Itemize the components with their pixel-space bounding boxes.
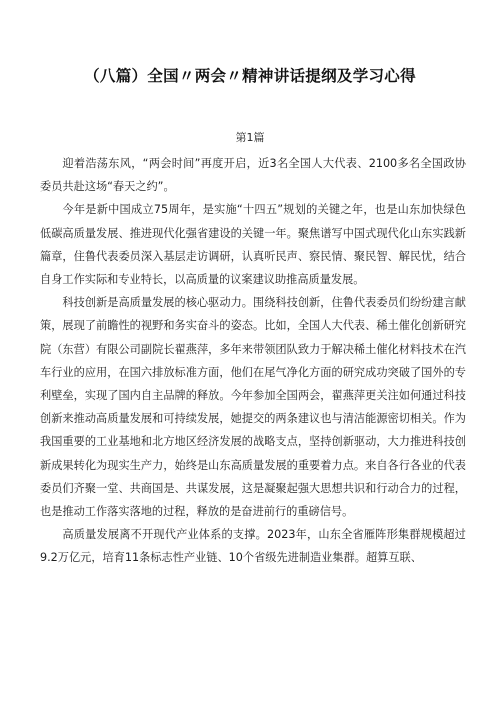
document-title: （八篇）全国〃两会〃精神讲话提纲及学习心得 (84, 67, 416, 85)
document-body (40, 152, 466, 570)
section-heading: 第1篇 (235, 131, 265, 144)
paragraph-1: 迎着浩荡东风，“两会时间”再度开启，近3名全国人大代表、2100多名全国政协委员共赴这场“春天之约”。 (40, 157, 466, 194)
paragraph-2: 今年是新中国成立75周年，是实施“十四五”规划的关键之年，也是山东加快绿色低碳高质量发展、推进现代化强省建设的关键一年。聚焦谱写中国式现代化山东实践新篇章，住鲁代表委员深入基层走访调研，认真听民声、察民情、聚民智、解民忧，结合自身工作实际和专业特长，以高质量的议案建议助推高质量发展。 (40, 203, 466, 287)
paragraph-4: 高质量发展离不开现代产业体系的支撑。2023年，山东全省雁阵形集群规模超过9.2万亿元，培育11条标志性产业链、10个省级先进制造业集群。超算互联、 (40, 528, 466, 565)
paragraph-3: 科技创新是高质量发展的核心驱动力。围绕科技创新，住鲁代表委员们纷纷建言献策，展现了前瞻性的视野和务实奋斗的姿态。比如，全国人大代表、稀土催化创新研究院（东营）有限公司副院长翟燕萍，多年来带领团队致力于解决稀土催化材料技术在汽车行业的应用，在国六排放标准方面，他们在尾气净化方面的研究成功突破了国外的专利壁垒，实现了国内自主品牌的释放。今年参加全国两会，翟燕萍更关注如何通过科技创新来推动高质量发展和可持续发展，她提交的两条建议也与清洁能源密切相关。作为我国重要的工业基地和北方地区经济发展的战略支点，坚持创新驱动，大力推进科技创新成果转化为现实生产力，始终是山东高质量发展的重要着力点。来自各行各业的代表委员们齐聚一堂、共商国是、共谋发展，这是凝聚起强大思想共识和行动合力的过程，也是推动工作落实落地的过程，释放的是奋进前行的重磅信号。 (40, 296, 466, 519)
